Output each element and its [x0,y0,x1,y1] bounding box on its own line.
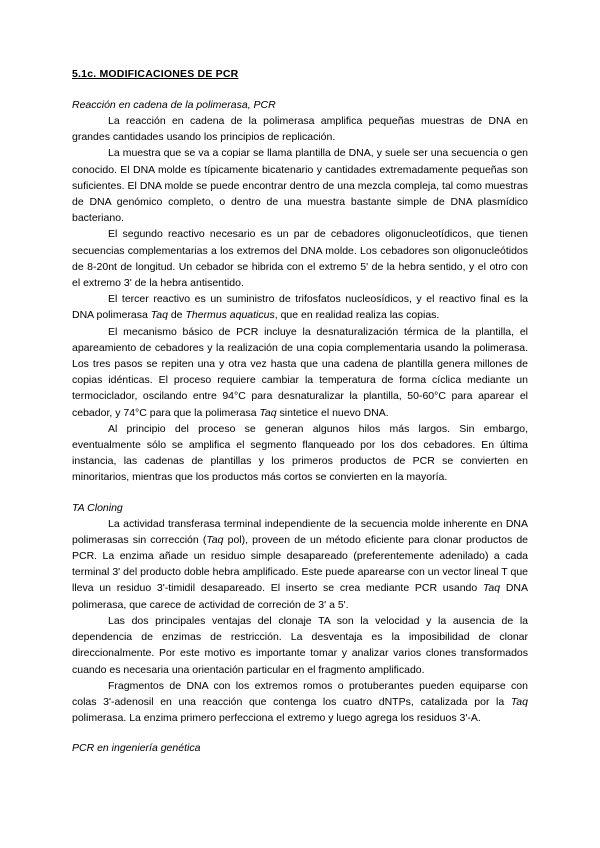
text-span: pol), proveen de un método eficiente para clonar productos de PCR. La enzima añade un residuo simple desapareado (preferentemente adenilado) a cada terminal 3' del producto doble hebra amplificado. Este puede aparearse con un vector lineal T que lleva un residuo 3'-timidil desapareado. El inserto se crea mediante PCR usando [72,533,528,595]
paragraph: Las dos principales ventajas del clonaje TA son la velocidad y la ausencia de la dependencia de enzimas de restricción. La desventaja es la imposibilidad de clonar direccionalmente. Por este motivo es importante tomar y analizar varios clones transformados cuando es necesaria una orientación particular en el fragmento amplificado. [72,614,528,676]
italic-term: Taq [206,533,224,546]
section-heading-ta-cloning: TA Cloning [72,501,123,514]
paragraph [72,324,528,421]
text-span: La actividad transferasa terminal independiente de la secuencia molde inherente en DNA polimerasas sin corrección ( [72,517,528,546]
italic-term: Taq [259,406,277,419]
section-heading-genetic-engineering: PCR en ingeniería genética [72,742,201,755]
paragraph: El segundo reactivo necesario es un par de cebadores oligonucleotídicos, que tienen secuencias complementarias a los extremos del DNA molde. Los cebadores son oligonucleótidos de 8-20nt de longitud. Un cebador se hibrida con el extremo 5' de la hebra sentido, y el otro con el extremo 3' de la hebra antisentido. [72,228,528,290]
paragraph [72,516,528,613]
italic-term: Taq [150,309,168,322]
text-span: El mecanismo básico de PCR incluye la desnaturalización térmica de la plantilla, el apareamiento de cebadores y la realización de una copia complementaria usando la polimerasa. Los tres pasos se repiten una y otra vez hasta que una cadena de plantilla genera millones de copias idénticas. El proceso requiere cambiar la temperatura de forma cíclica mediante un termociclador, oscilando entre 94°C para desnaturalizar la plantilla, 50-60°C para aparear el cebador, y 74°C para que la polimerasa [72,325,528,419]
paragraph: Al principio del proceso se generan algunos hilos más largos. Sin embargo, eventualmente sólo se amplifica el segmento flanqueado por los dos cebadores. En última instancia, las cadenas de plantillas y los primeros productos de PCR se convierten en minoritarios, mientras que los productos más cortos se convierten en la mayoría. [72,422,528,484]
page-title: 5.1c. MODIFICACIONES DE PCR [72,68,239,80]
text-span: de [167,309,186,322]
italic-term: Taq [510,695,528,708]
italic-term: Taq [482,582,501,595]
paragraph [72,678,528,727]
text-span: DNA polimerasa, que carece de actividad de correción de 3' a 5'. [72,582,529,611]
text-span: polimerasa. La enzima primero perfecciona el extremo y luego agrega los residuos 3'-A. [72,712,481,725]
text-span: sintetice el nuevo DNA. [276,406,389,419]
text-span: Fragmentos de DNA con los extremos romos o protuberantes pueden equiparse con colas 3'-adenosil en una reacción que contenga los cuatro dNTPs, catalizada por la [72,679,528,708]
paragraph: La muestra que se va a copiar se llama plantilla de DNA, y suele ser una secuencia o gen conocido. El DNA molde es típicamente bicatenario y cantidades extremadamente pequeñas son suficientes. El DNA molde se puede encontrar dentro de una mezcla compleja, tal como muestras de DNA genómico completo, o dentro de una muestra bastante simple de DNA plasmídico bacteriano. [72,147,528,225]
paragraph: La reacción en cadena de la polimerasa amplifica pequeñas muestras de DNA en grandes cantidades usando los principios de replicación. [72,115,528,144]
section-heading-pcr: Reacción en cadena de la polimerasa, PCR [72,99,276,111]
paragraph [72,291,528,323]
text-span: , que en realidad realiza las copias. [274,309,440,322]
italic-term: Thermus aquaticus [185,309,275,322]
text-span: El tercer reactivo es un suministro de trifosfatos nucleosídicos, y el reactivo final es la DNA polimerasa [72,293,528,322]
